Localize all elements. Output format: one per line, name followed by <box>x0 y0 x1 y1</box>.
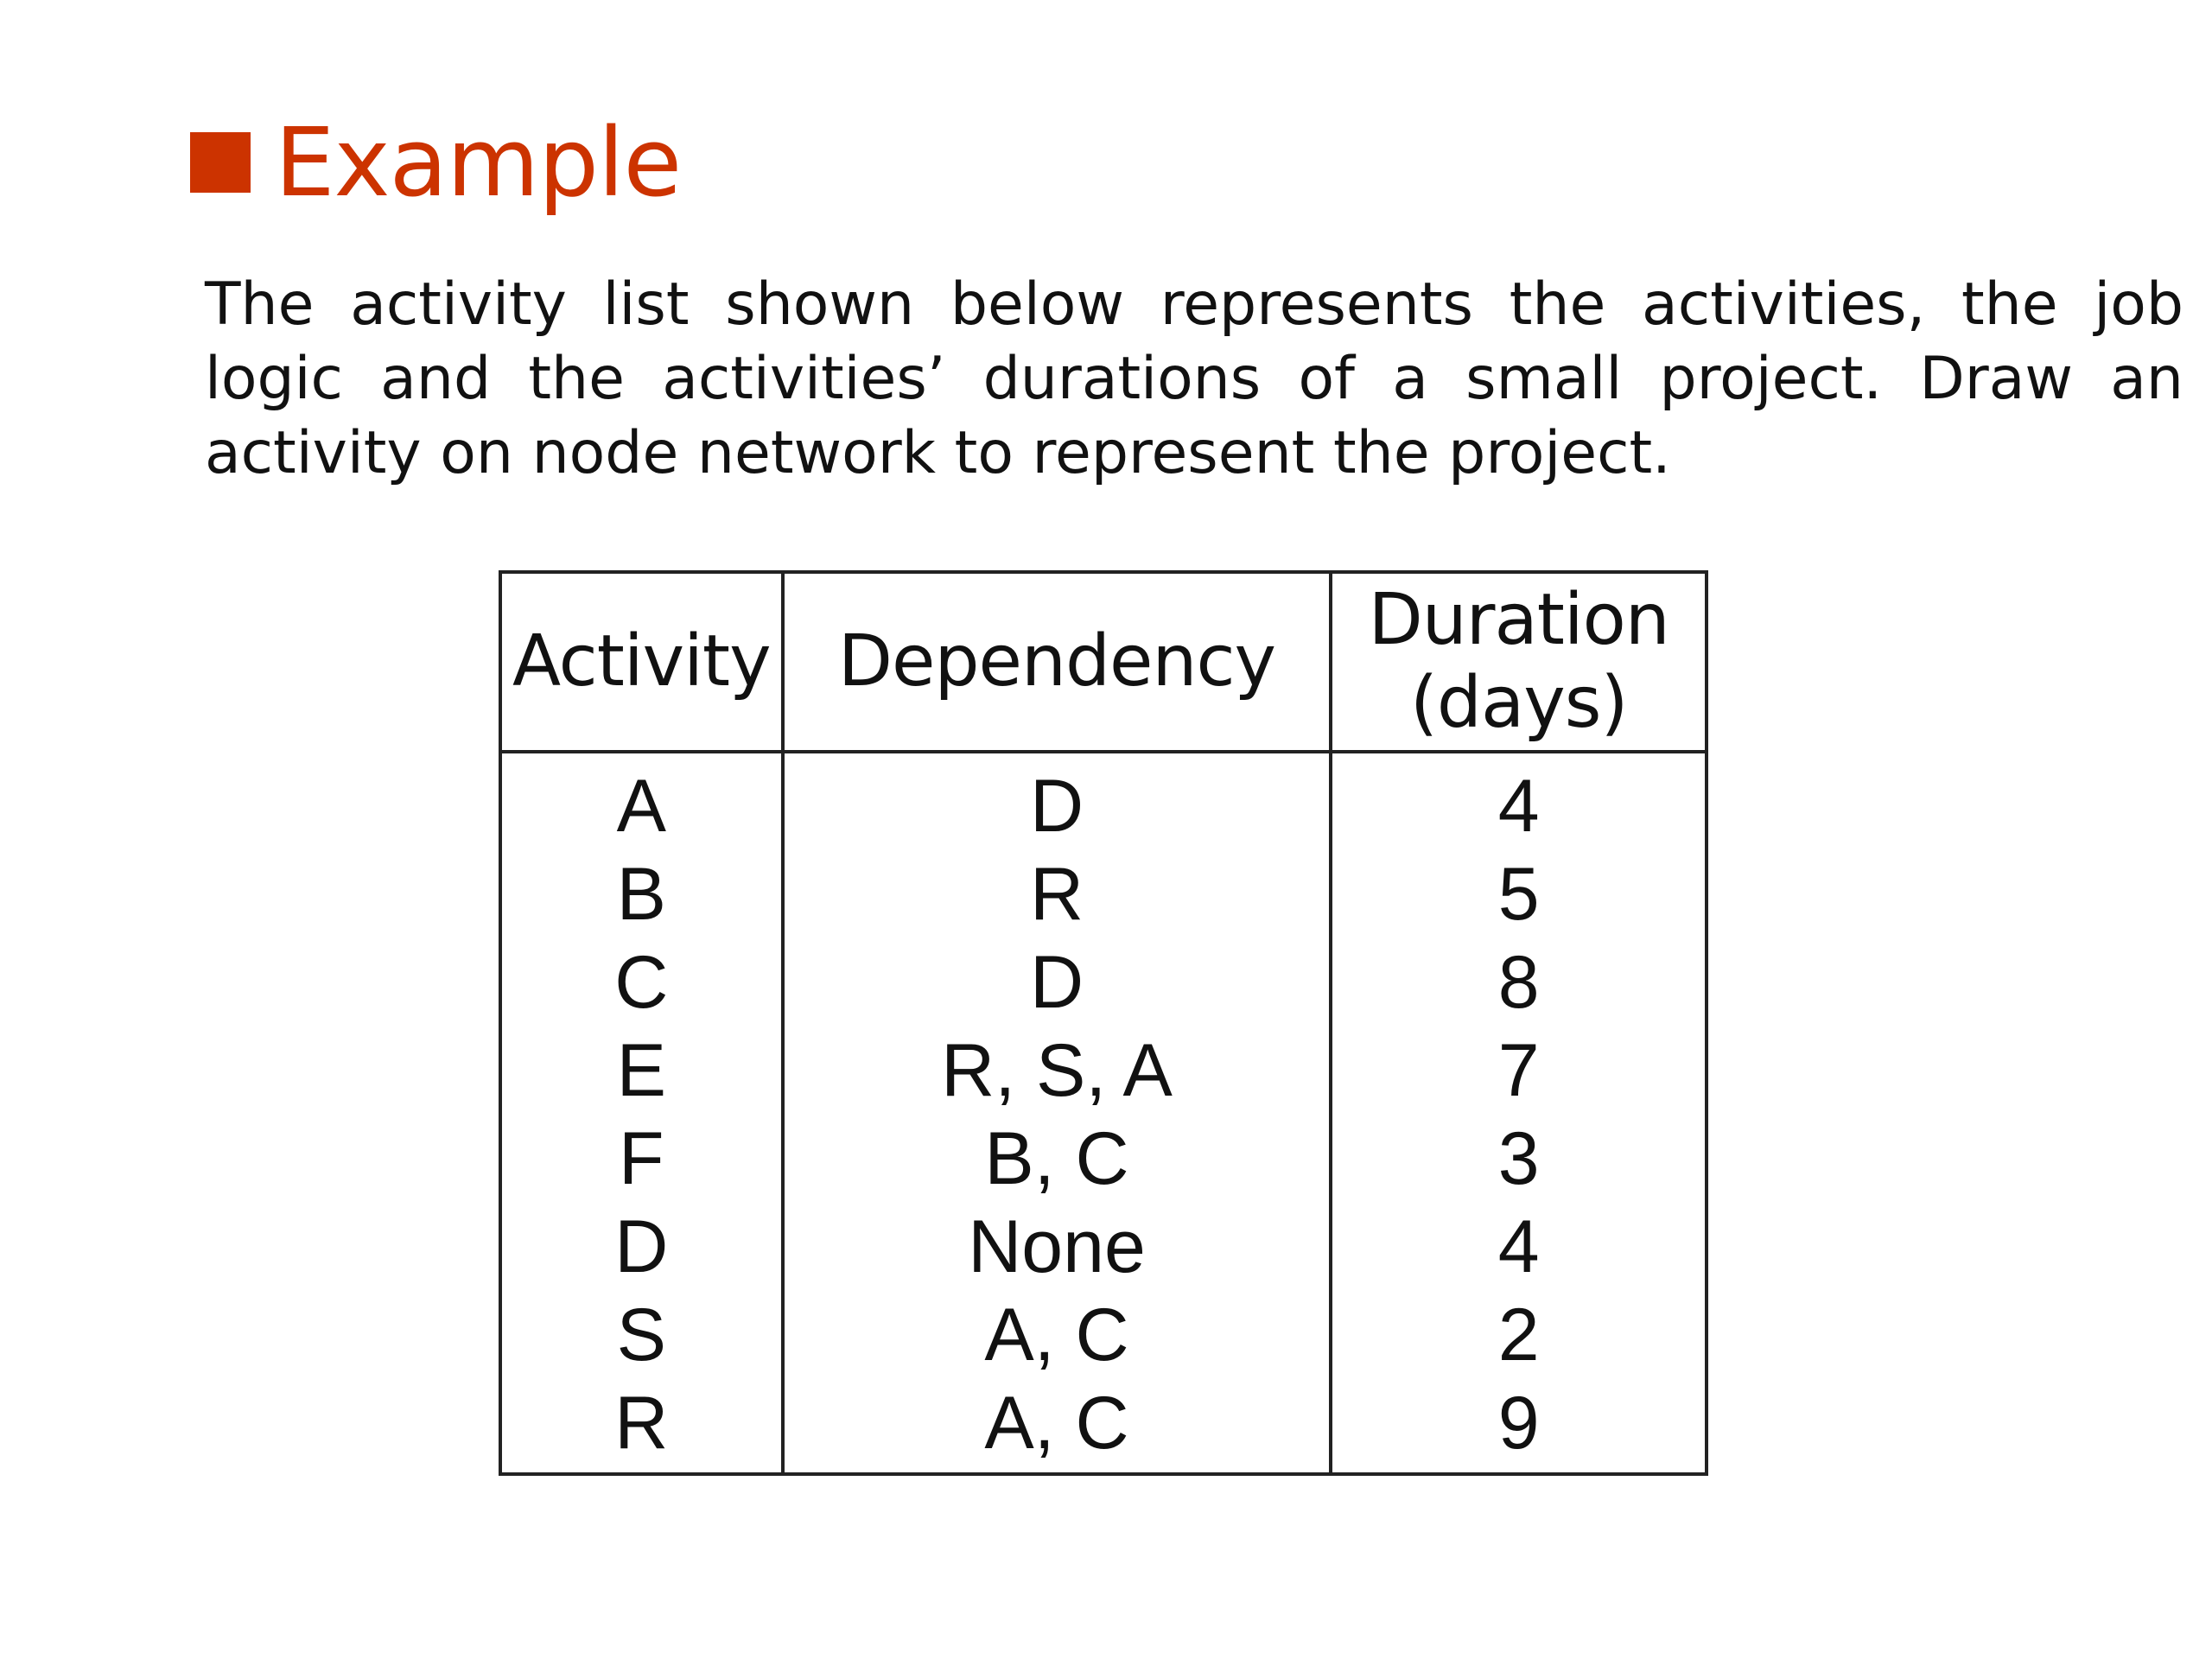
cell-activity: E <box>500 1027 783 1115</box>
activity-table <box>499 570 1708 1476</box>
cell-duration: 8 <box>1331 938 1707 1027</box>
table-row <box>500 850 1707 938</box>
cell-activity: C <box>500 938 783 1027</box>
cell-duration: 4 <box>1331 1203 1707 1291</box>
cell-dependency: D <box>783 938 1332 1027</box>
cell-activity: B <box>500 850 783 938</box>
table-row <box>500 1027 1707 1115</box>
table-row <box>500 938 1707 1027</box>
table-row <box>500 752 1707 850</box>
square-bullet-icon <box>190 132 251 193</box>
cell-activity: A <box>500 752 783 850</box>
header-duration-line1: Duration <box>1368 579 1669 661</box>
table-row <box>500 1115 1707 1203</box>
cell-duration: 2 <box>1331 1291 1707 1379</box>
cell-activity: F <box>500 1115 783 1203</box>
header-dependency: Dependency <box>783 572 1332 752</box>
intro-paragraph: The activity list shown below represents the activities, the job logic and the activities’ durations of a small project. Draw an activity on node network to represent the project. <box>205 270 2183 487</box>
table-row <box>500 1379 1707 1474</box>
header-duration-line2: (days) <box>1409 662 1628 744</box>
table-header-row <box>500 572 1707 752</box>
cell-dependency: D <box>783 752 1332 850</box>
header-duration <box>1331 572 1707 752</box>
cell-activity: S <box>500 1291 783 1379</box>
cell-activity: D <box>500 1203 783 1291</box>
table-row <box>500 1203 1707 1291</box>
cell-dependency: A, C <box>783 1291 1332 1379</box>
cell-dependency: None <box>783 1203 1332 1291</box>
cell-duration: 3 <box>1331 1115 1707 1203</box>
cell-duration: 7 <box>1331 1027 1707 1115</box>
cell-dependency: R, S, A <box>783 1027 1332 1115</box>
slide-heading <box>190 93 681 232</box>
cell-duration: 4 <box>1331 752 1707 850</box>
cell-duration: 5 <box>1331 850 1707 938</box>
table-row <box>500 1291 1707 1379</box>
cell-dependency: A, C <box>783 1379 1332 1474</box>
header-activity: Activity <box>500 572 783 752</box>
cell-dependency: B, C <box>783 1115 1332 1203</box>
cell-duration: 9 <box>1331 1379 1707 1474</box>
cell-activity: R <box>500 1379 783 1474</box>
cell-dependency: R <box>783 850 1332 938</box>
slide-title: Example <box>275 107 682 218</box>
